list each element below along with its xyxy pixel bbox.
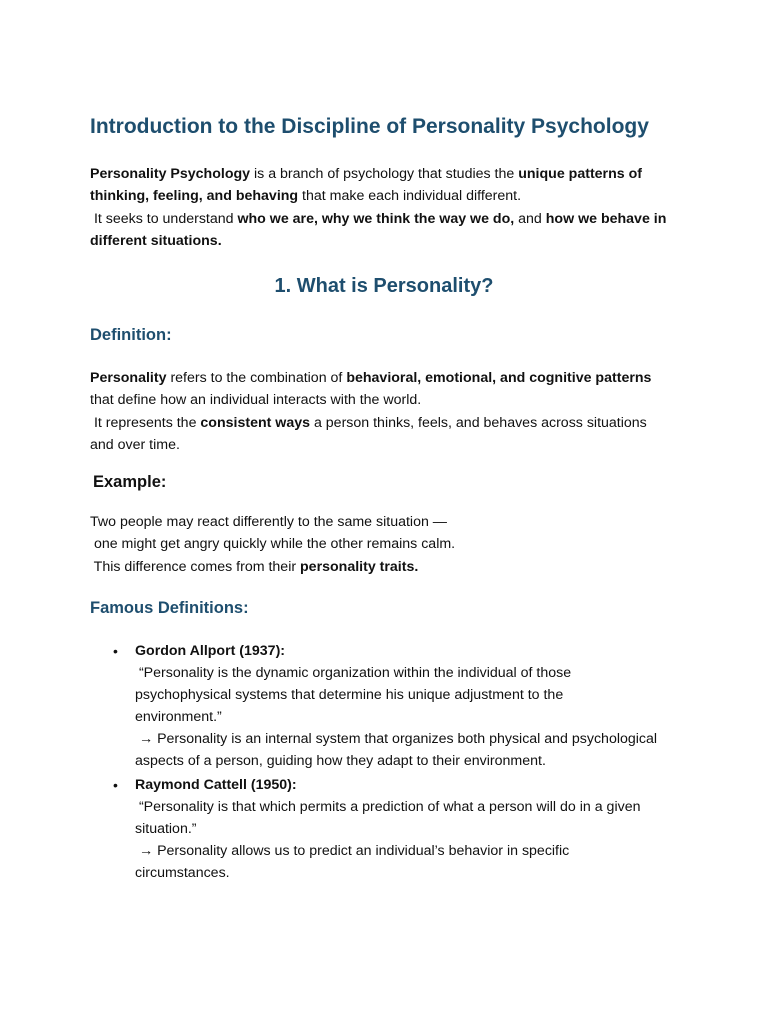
intro-text-2: that make each individual different. [298, 188, 522, 205]
document-title: Introduction to the Discipline of Personality Psychology [90, 115, 649, 138]
definition-text-1: refers to the combination of [166, 370, 347, 386]
intro-term: Personality Psychology [90, 166, 251, 182]
list-item [90, 774, 680, 884]
quote-line: environment.” [135, 709, 222, 726]
definition-text-3: a person thinks, feels, and behaves across situations [310, 414, 647, 431]
famous-definitions-heading: Famous Definitions: [90, 599, 249, 617]
famous-definitions-list [90, 640, 680, 885]
intro-text-1: is a branch of psychology that studies the [250, 166, 519, 182]
bullet-icon: • [113, 776, 118, 793]
definition-line-4: and over time. [90, 436, 180, 453]
example-text-3: This difference comes from their [90, 558, 301, 575]
example-line-2: one might get angry quickly while the other remains calm. [90, 536, 456, 553]
explanation-line: → Personality allows us to predict an individual’s behavior in specific [135, 842, 570, 859]
intro-line-2 [90, 185, 680, 207]
section-heading-what-is-personality: 1. What is Personality? [274, 275, 494, 297]
explanation-line: aspects of a person, guiding how they adapt to their environment. [135, 753, 546, 770]
definition-author [135, 640, 680, 662]
intro-bold-2: thinking, feeling, and behaving [90, 188, 299, 205]
intro-text-4: and [514, 210, 546, 227]
example-heading: Example: [93, 473, 167, 491]
intro-line-4 [90, 230, 680, 252]
definition-heading: Definition: [90, 326, 172, 344]
intro-paragraph [90, 163, 680, 252]
definition-line-2: that define how an individual interacts with the world. [90, 392, 422, 409]
quote-line: “Personality is the dynamic organization within the individual of those [135, 665, 572, 682]
explanation-line: → Personality is an internal system that organizes both physical and psychological [135, 731, 658, 748]
example-paragraph [90, 511, 680, 578]
intro-bold-5: different situations. [90, 232, 222, 249]
explanation-line: circumstances. [135, 864, 230, 881]
quote-line: “Personality is that which permits a prediction of what a person will do in a given [135, 798, 641, 815]
intro-text-3: It seeks to understand [90, 210, 238, 227]
example-bold-1: personality traits. [300, 558, 419, 575]
intro-line-1 [90, 163, 680, 185]
definition-author [135, 774, 680, 796]
definition-paragraph [90, 367, 680, 456]
intro-bold-1: unique patterns of [518, 166, 642, 182]
list-item [90, 640, 680, 773]
example-line-1: Two people may react differently to the same situation — [90, 514, 447, 530]
definition-term: Personality [90, 370, 167, 386]
definition-bold-1: behavioral, emotional, and cognitive patterns [346, 370, 652, 386]
author-name: Raymond Cattell (1950): [135, 776, 297, 793]
example-line-3 [90, 556, 680, 578]
author-name: Gordon Allport (1937): [135, 643, 286, 659]
bullet-icon: • [113, 643, 118, 659]
intro-line-3 [90, 208, 680, 230]
intro-bold-4: how we behave in [545, 210, 667, 227]
definition-text-2: It represents the [90, 414, 201, 431]
intro-bold-3: who we are, why we think the way we do, [237, 210, 515, 227]
quote-line: psychophysical systems that determine his unique adjustment to the [135, 687, 564, 704]
definition-line-1 [90, 367, 680, 389]
definition-line-3 [90, 412, 680, 434]
quote-line: situation.” [135, 820, 197, 837]
definition-bold-2: consistent ways [200, 414, 311, 431]
